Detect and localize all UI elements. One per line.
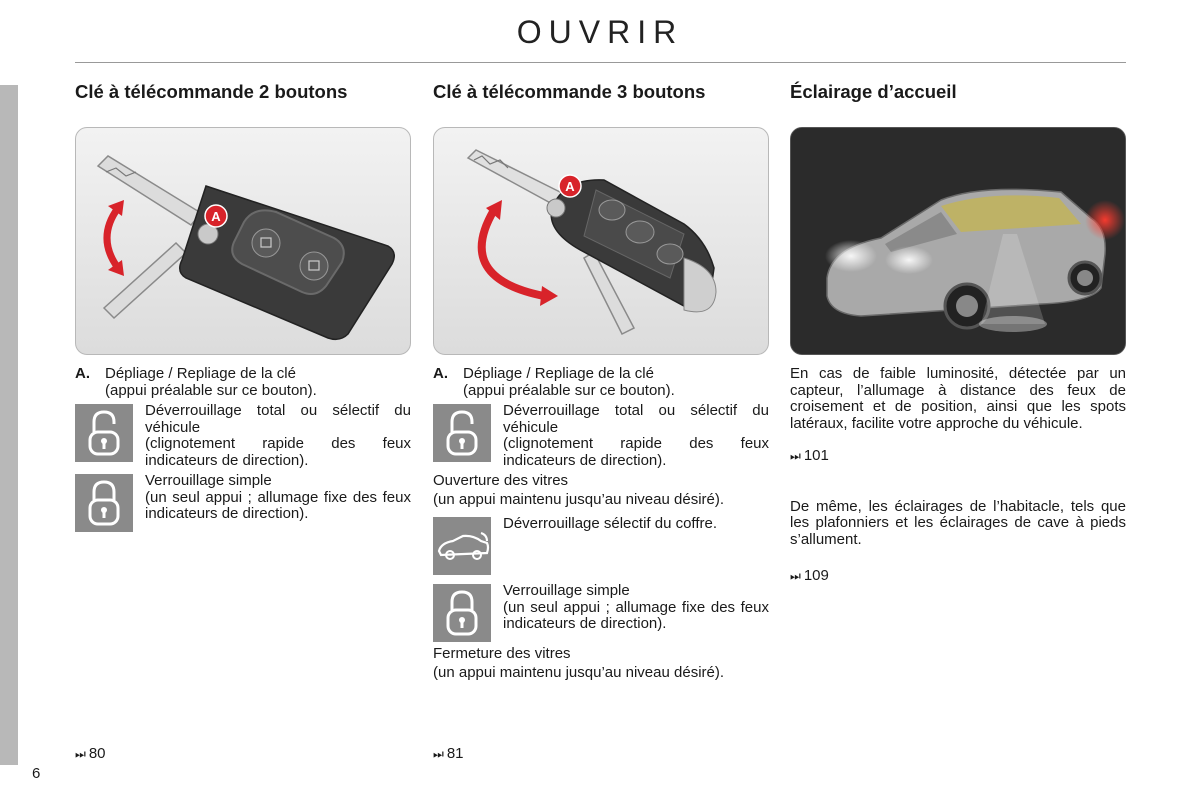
reference-arrow-icon: ⏭ bbox=[790, 449, 801, 463]
side-tab-bar bbox=[0, 85, 18, 765]
welcome-lighting-paragraph: En cas de faible luminosité, détectée par un capteur, l’allumage à distance des feux de croisement et de position, ainsi que les spots latéraux, facilite votre approche du véhicule. bbox=[790, 365, 1126, 432]
unlock-item bbox=[75, 403, 411, 469]
unlock-item bbox=[433, 403, 769, 469]
lock-note: (un seul appui ; allumage fixe des feux indicateurs de direction). bbox=[503, 598, 769, 632]
marker-text: Dépliage / Repliage de la clé bbox=[105, 365, 296, 382]
page-reference[interactable] bbox=[75, 745, 106, 762]
column-2-button-key bbox=[75, 80, 411, 536]
car-welcome-lighting-illustration bbox=[790, 127, 1126, 355]
section-body bbox=[75, 366, 411, 532]
unlock-note: (clignotement rapide des feux indicateurs de direction). bbox=[503, 435, 769, 469]
boot-unlock-title: Déverrouillage sélectif du coffre. bbox=[503, 515, 717, 532]
section-title: Éclairage d’accueil bbox=[790, 81, 957, 102]
reference-page: 101 bbox=[803, 447, 829, 464]
padlock-open-icon bbox=[75, 404, 133, 462]
column-3-button-key bbox=[433, 80, 769, 681]
marker-note: (appui préalable sur ce bouton). bbox=[105, 381, 317, 399]
reference-arrow-icon: ⏭ bbox=[433, 747, 444, 761]
marker-description bbox=[75, 366, 411, 399]
windows-close-title: Fermeture des vitres bbox=[433, 645, 571, 662]
windows-open-note: (un appui maintenu jusqu’au niveau désiré). bbox=[433, 490, 725, 508]
unlock-title: Déverrouillage total ou sélectif du véhicule bbox=[145, 402, 411, 436]
page-reference[interactable] bbox=[790, 448, 1126, 465]
lock-note: (un seul appui ; allumage fixe des feux indicateurs de direction). bbox=[145, 488, 411, 522]
lock-title: Verrouillage simple bbox=[503, 582, 630, 599]
lock-title: Verrouillage simple bbox=[145, 472, 272, 489]
unlock-note: (clignotement rapide des feux indicateurs de direction). bbox=[145, 435, 411, 469]
padlock-open-icon bbox=[433, 404, 491, 462]
boot-unlock-item bbox=[433, 516, 769, 575]
padlock-closed-icon bbox=[75, 474, 133, 532]
section-title: Clé à télécommande 3 boutons bbox=[433, 81, 706, 102]
windows-close-note: (un appui maintenu jusqu’au niveau désiré). bbox=[433, 663, 725, 681]
figure-marker-label: A bbox=[565, 179, 575, 194]
title-rule bbox=[75, 62, 1126, 63]
column-welcome-lighting bbox=[790, 80, 1126, 585]
car-boot-icon bbox=[433, 517, 491, 575]
page-title: OUVRIR bbox=[516, 14, 684, 50]
section-title: Clé à télécommande 2 boutons bbox=[75, 81, 348, 102]
marker-label: A. bbox=[75, 365, 90, 382]
windows-open-title: Ouverture des vitres bbox=[433, 472, 569, 489]
section-body bbox=[433, 366, 769, 681]
lock-item bbox=[75, 473, 411, 532]
marker-text: Dépliage / Repliage de la clé bbox=[463, 365, 654, 382]
reference-page: 80 bbox=[88, 745, 106, 762]
lock-item bbox=[433, 583, 769, 642]
padlock-closed-icon bbox=[433, 584, 491, 642]
unlock-title: Déverrouillage total ou sélectif du véhicule bbox=[503, 402, 769, 436]
marker-note: (appui préalable sur ce bouton). bbox=[463, 381, 675, 399]
marker-label: A. bbox=[433, 365, 448, 382]
page-reference[interactable] bbox=[433, 745, 464, 762]
interior-lighting-paragraph: De même, les éclairages de l’habitacle, tels que les plafonniers et les éclairages de cave à pieds s’allument. bbox=[790, 497, 1126, 548]
key-2-buttons-illustration bbox=[75, 127, 411, 355]
section-body bbox=[790, 366, 1126, 585]
reference-page: 109 bbox=[803, 567, 829, 584]
page-reference[interactable] bbox=[790, 568, 1126, 585]
page-number: 6 bbox=[32, 765, 41, 782]
reference-arrow-icon: ⏭ bbox=[790, 569, 801, 583]
reference-page: 81 bbox=[446, 745, 464, 762]
reference-arrow-icon: ⏭ bbox=[75, 747, 86, 761]
figure-marker-label: A bbox=[211, 209, 221, 224]
marker-description bbox=[433, 366, 769, 399]
key-3-buttons-illustration bbox=[433, 127, 769, 355]
